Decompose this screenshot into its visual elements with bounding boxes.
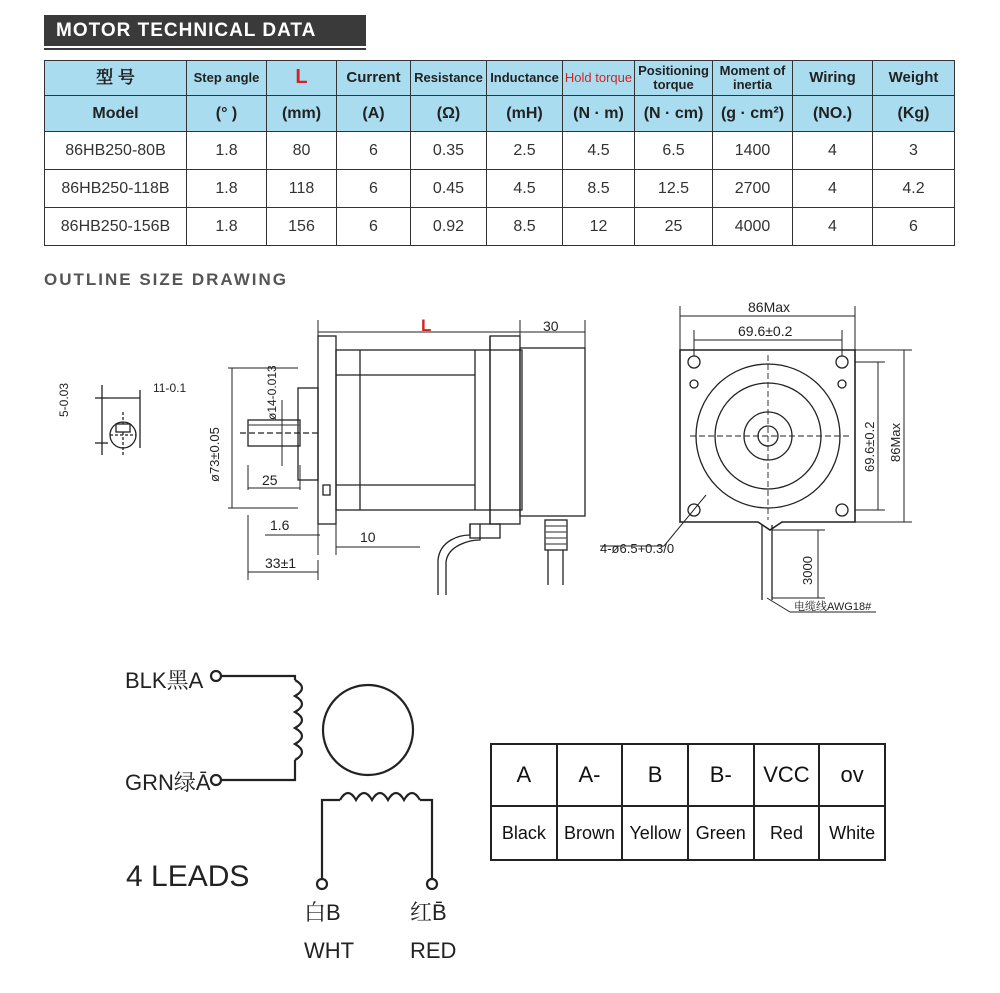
lead-red-label: RED [410, 938, 457, 963]
table-cell: 6 [337, 170, 411, 208]
unit-cell: (g · cm²) [713, 96, 793, 132]
table-cell: 0.92 [411, 208, 487, 246]
side-dimensions [228, 320, 585, 580]
header-cell: L [267, 61, 337, 96]
lead-blk-label: BLK黑A [125, 668, 204, 693]
table-cell: 4 [793, 132, 873, 170]
table-cell: 4.5 [563, 132, 635, 170]
table-cell: 1.8 [187, 132, 267, 170]
pilot-diameter-dimension: ø73±0.05 [207, 427, 222, 482]
table-cell: 4.2 [873, 170, 955, 208]
table-cell: 0.45 [411, 170, 487, 208]
table-cell: Green [688, 806, 754, 860]
unit-cell: (mH) [487, 96, 563, 132]
rear-length-dimension: 30 [543, 318, 559, 334]
table-cell: 86HB250-156B [45, 208, 187, 246]
lead-wht-label: WHT [304, 938, 355, 963]
header-cell: Weight [873, 61, 955, 96]
table-cell: Yellow [622, 806, 688, 860]
table-cell: 8.5 [487, 208, 563, 246]
table-cell: 8.5 [563, 170, 635, 208]
table-cell: B [622, 744, 688, 806]
header-cell: Resistance [411, 61, 487, 96]
key-depth-dimension: 11-0.1 [153, 381, 187, 395]
table-cell: 6 [337, 208, 411, 246]
table-cell: 1400 [713, 132, 793, 170]
unit-cell: (N · m) [563, 96, 635, 132]
table-cell: White [819, 806, 885, 860]
header-cell: Wiring [793, 61, 873, 96]
unit-cell: (° ) [187, 96, 267, 132]
table-cell: 86HB250-80B [45, 132, 187, 170]
table-cell: 6.5 [635, 132, 713, 170]
unit-cell: (mm) [267, 96, 337, 132]
unit-cell: (NO.) [793, 96, 873, 132]
section-title-outline: OUTLINE SIZE DRAWING [44, 270, 288, 289]
table-row [491, 744, 885, 806]
table-cell: 1.8 [187, 170, 267, 208]
leads-count-label: 4 LEADS [126, 860, 250, 893]
table-cell: 2.5 [487, 132, 563, 170]
table-cell: 156 [267, 208, 337, 246]
table-cell: 4000 [713, 208, 793, 246]
table-cell: Red [754, 806, 820, 860]
table-row [491, 806, 885, 860]
header-cell: Moment of inertia [713, 61, 793, 96]
wiring-color-table [490, 743, 886, 861]
header-cell: Step angle [187, 61, 267, 96]
unit-cell: (Ω) [411, 96, 487, 132]
pilot-depth-dimension: 1.6 [270, 517, 290, 533]
header-cell: Hold torque [563, 61, 635, 96]
motor-front-view [680, 350, 855, 600]
cable-length-dimension: 3000 [800, 556, 815, 585]
table-cell: A- [557, 744, 623, 806]
header-cell: 型 号 [45, 61, 187, 96]
unit-cell: (A) [337, 96, 411, 132]
unit-cell: (N · cm) [635, 96, 713, 132]
table-cell: 6 [873, 208, 955, 246]
table-cell: 80 [267, 132, 337, 170]
table-cell: 1.8 [187, 208, 267, 246]
table-cell: 4.5 [487, 170, 563, 208]
cable-spec-label: 电缆线AWG18# [794, 601, 872, 613]
table-cell: ov [819, 744, 885, 806]
mounting-holes-dimension: 4-ø6.5+0.3/0 [600, 541, 675, 556]
table-cell: 118 [267, 170, 337, 208]
table-cell: B- [688, 744, 754, 806]
front-max-height: 86Max [888, 422, 903, 462]
header-cell: Positioning torque [635, 61, 713, 96]
table-cell: 4 [793, 170, 873, 208]
table-cell: Brown [557, 806, 623, 860]
table-cell: 12.5 [635, 170, 713, 208]
table-cell: 4 [793, 208, 873, 246]
shaft-diameter-dimension: ø14-0.013 [265, 365, 279, 420]
wiring-schematic [211, 671, 437, 889]
lead-grn-label: GRN绿Ā [125, 770, 211, 795]
front-hole-pitch-height: 69.6±0.2 [862, 421, 877, 472]
length-label: L [421, 316, 432, 335]
key-width-dimension: 5-0.03 [57, 382, 71, 417]
table-cell: 25 [635, 208, 713, 246]
table-cell: A [491, 744, 557, 806]
front-hole-pitch-width: 69.6±0.2 [738, 323, 793, 339]
header-cell: Current [337, 61, 411, 96]
header-cell: Inductance [487, 61, 563, 96]
shaft-length-dimension: 25 [262, 472, 278, 488]
unit-cell: Model [45, 96, 187, 132]
lead-red-cn-label: 红B̄ [410, 900, 447, 925]
table-cell: 2700 [713, 170, 793, 208]
table-cell: 86HB250-118B [45, 170, 187, 208]
shaft-extension-dimension: 33±1 [265, 555, 297, 571]
unit-cell: (Kg) [873, 96, 955, 132]
section-title-technical-data: MOTOR TECHNICAL DATA [44, 15, 366, 46]
front-max-width: 86Max [748, 299, 791, 315]
table-cell: 3 [873, 132, 955, 170]
table-cell: Black [491, 806, 557, 860]
table-cell: VCC [754, 744, 820, 806]
table-cell: 0.35 [411, 132, 487, 170]
table-cell: 12 [563, 208, 635, 246]
lead-wht-cn-label: 白B [304, 900, 341, 925]
shaft-section-view [95, 385, 140, 455]
table-cell: 6 [337, 132, 411, 170]
flange-thickness-dimension: 10 [360, 529, 376, 545]
